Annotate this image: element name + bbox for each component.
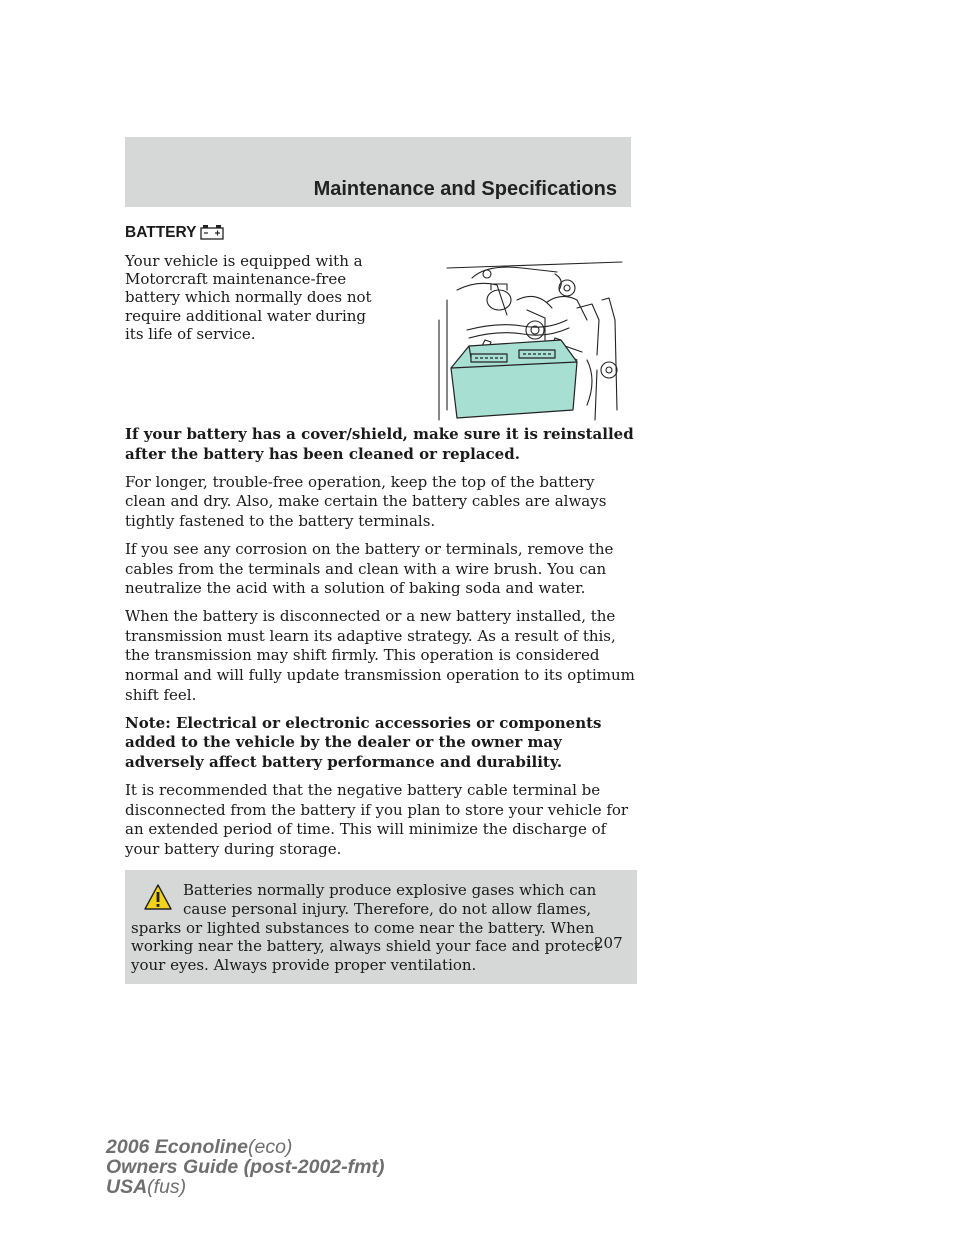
- footer-market-code: (fus): [147, 1176, 187, 1198]
- footer-doc-info: [106, 1137, 384, 1197]
- header-band: [125, 137, 631, 207]
- footer-line-1: [106, 1137, 384, 1157]
- page-number: 207: [594, 934, 623, 952]
- intro-paragraph: Your vehicle is equipped with a Motorcraft maintenance-free battery which normally does not require additional water during its life of service.: [125, 252, 372, 343]
- paragraph-cover-shield: If your battery has a cover/shield, make sure it is reinstalled after the battery has been cleaned or replaced.: [125, 425, 634, 463]
- section-heading: [125, 224, 637, 242]
- body-paragraphs: [125, 425, 637, 859]
- footer-line-2: Owners Guide (post-2002-fmt): [106, 1156, 385, 1178]
- battery-engine-illustration: [427, 260, 627, 425]
- footer-model-code: (eco): [247, 1136, 293, 1158]
- page-content: [125, 222, 637, 984]
- paragraph-clean-dry: For longer, trouble-free operation, keep the top of the battery clean and dry. Also, make certain the battery cables are always tightly fastened to the battery terminals.: [125, 472, 607, 530]
- warning-box: [125, 870, 637, 984]
- paragraph-note: Note: Electrical or electronic accessories or components added to the vehicle by the dealer or the owner may adversely affect battery performance and durability.: [125, 713, 602, 771]
- paragraph-corrosion: If you see any corrosion on the battery or terminals, remove the cables from the terminals and clean with a wire brush. You can neutralize the acid with a solution of baking soda and water.: [125, 539, 614, 598]
- warning-text: Batteries normally produce explosive gases which can cause personal injury. Therefore, do not allow flames, sparks or lighted substances to come near the battery. When working near the battery, always shield your face and protect your eyes. Always provide proper ventilation.: [131, 881, 600, 974]
- footer-line-3: [106, 1177, 384, 1197]
- intro-row: [125, 252, 637, 425]
- paragraph-storage: It is recommended that the negative battery cable terminal be disconnected from the battery if you plan to store your vehicle for an extended period of time. This will minimize the discharge of your battery during storage.: [125, 781, 629, 858]
- battery-icon: [199, 224, 225, 240]
- page-header-title: Maintenance and Specifications: [313, 178, 617, 200]
- warning-triangle-icon: [143, 883, 173, 911]
- section-title: BATTERY: [125, 224, 197, 241]
- footer-market: USA: [106, 1176, 148, 1198]
- footer-model: 2006 Econoline: [106, 1136, 248, 1158]
- paragraph-adaptive-strategy: When the battery is disconnected or a new battery installed, the transmission must learn its adaptive strategy. As a result of this, the transmission may shift firmly. This operation is considered normal and will fully update transmission operation to its optimum shift feel.: [125, 607, 635, 704]
